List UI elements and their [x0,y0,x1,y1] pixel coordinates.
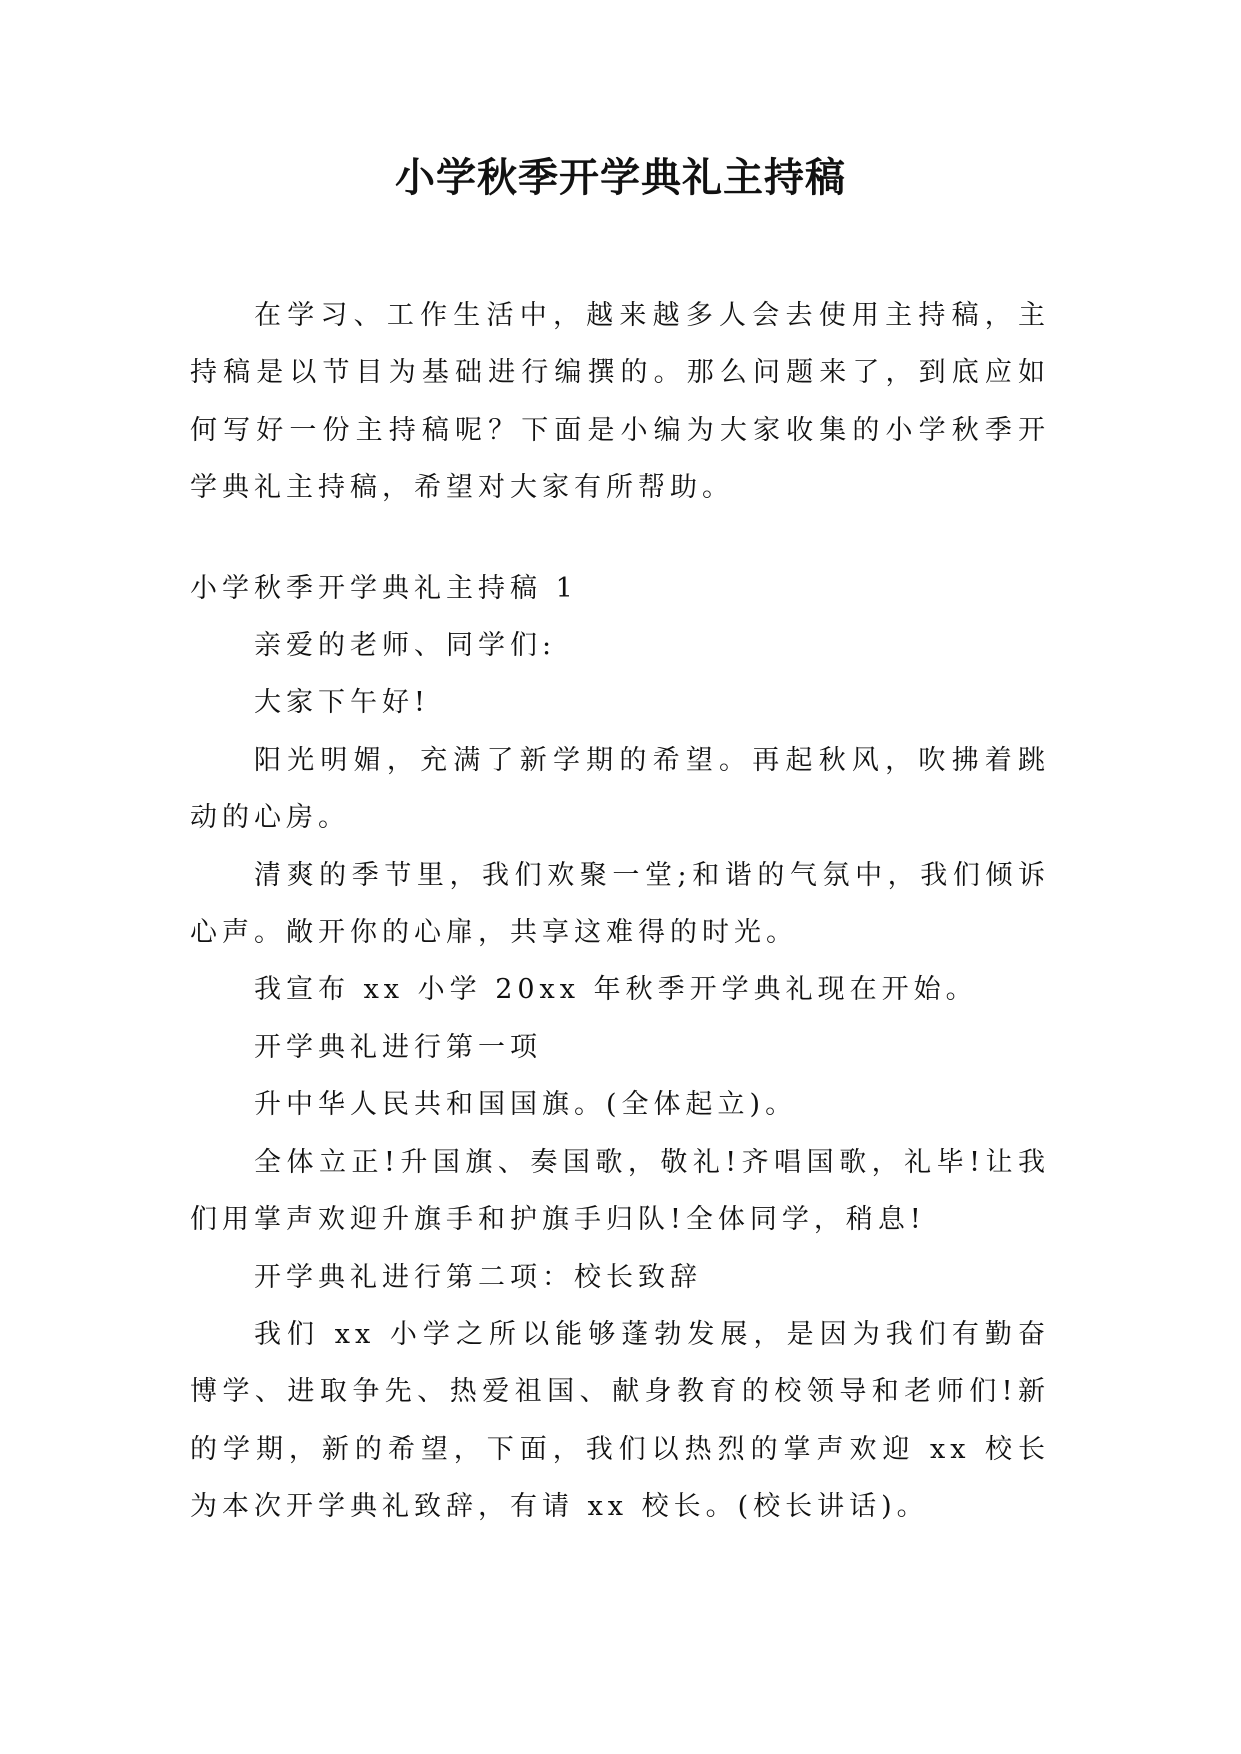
paragraph: 我宣布 xx 小学 20xx 年秋季开学典礼现在开始。 [254,974,978,1006]
paragraph: 升中华人民共和国国旗。(全体起立)。 [254,1089,798,1121]
section-heading: 小学秋季开学典礼主持稿 1 [190,572,578,604]
paragraph: 阳光明媚，充满了新学期的希望。再起秋风，吹拂着跳动的心房。 [190,744,1050,834]
section-spacer [190,517,1050,560]
paragraph: 大家下午好! [254,687,430,719]
document-body [190,287,1050,1536]
paragraph: 清爽的季节里，我们欢聚一堂;和谐的气氛中，我们倾诉心声。敞开你的心扉，共享这难得的时光。 [190,859,1050,949]
paragraph: 全体立正!升国旗、奏国歌，敬礼!齐唱国歌，礼毕!让我们用掌声欢迎升旗手和护旗手归队!全体同学，稍息! [190,1146,1050,1236]
intro-paragraph: 在学习、工作生活中，越来越多人会去使用主持稿，主持稿是以节目为基础进行编撰的。那么问题来了，到底应如何写好一份主持稿呢？下面是小编为大家收集的小学秋季开学典礼主持稿，希望对大家有所帮助。 [190,300,1050,504]
document-title: 小学秋季开学典礼主持稿 [395,155,846,201]
paragraph: 开学典礼进行第一项 [254,1031,542,1063]
paragraph: 我们 xx 小学之所以能够蓬勃发展，是因为我们有勤奋博学、进取争先、热爱祖国、献身教育的校领导和老师们!新的学期，新的希望，下面，我们以热烈的掌声欢迎 xx 校长为本次开学典礼致辞，有请 xx 校长。(校长讲话)。 [190,1318,1050,1523]
paragraph: 开学典礼进行第二项：校长致辞 [254,1261,702,1293]
paragraph: 亲爱的老师、同学们: [254,630,557,662]
